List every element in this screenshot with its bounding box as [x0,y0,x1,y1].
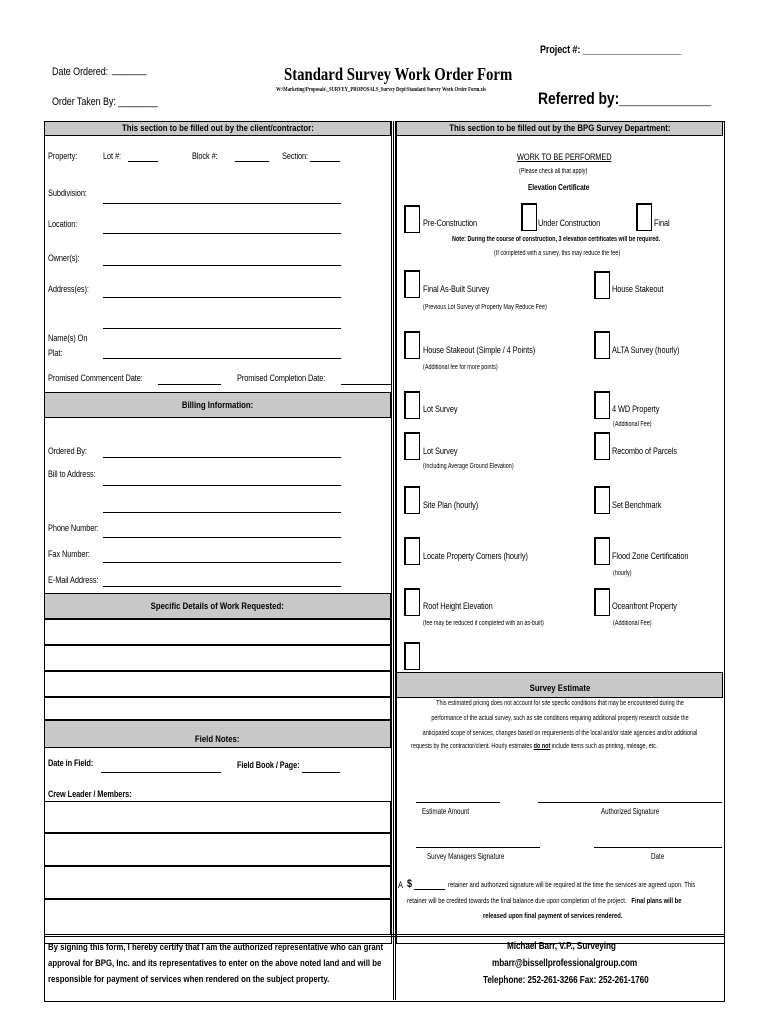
site-plan-checkbox[interactable] [404,486,420,514]
phone-label: Phone Number: [48,523,99,533]
completion-date-label: Promised Completion Date: [237,373,326,383]
contact-email[interactable]: mbarr@bissellprofessionalgroup.com [492,958,638,969]
details-row-4[interactable] [44,697,391,720]
elevation-certificate-title: Elevation Certificate [528,183,590,192]
house-stakeout-label: House Stakeout [612,284,664,294]
blank-checkbox[interactable] [404,642,420,670]
as-built-sub: (Previous Lot Survey of Property May Reduce Fee) [423,304,547,311]
flood-zone-sub: (hourly) [613,570,632,577]
date-in-field-label: Date in Field: [48,758,94,768]
owners-label: Owner(s): [48,253,80,263]
final-label: Final [654,218,670,228]
date-line[interactable] [594,847,722,848]
four-wd-checkbox[interactable] [594,391,610,419]
details-row-3[interactable] [44,671,391,697]
certification-text: By signing this form, I hereby certify that I am the authorized representative who can grant approval for BPG, Inc. and its representatives to enter on the above noted land and will be responsible for payment of services when rendered on the subject property. [48,942,384,985]
lot-label: Lot #: [103,151,121,161]
roof-height-checkbox[interactable] [404,588,420,616]
details-row-1[interactable] [44,619,391,645]
alta-checkbox[interactable] [594,331,610,359]
location-label: Location: [48,219,78,229]
crew-row-1[interactable] [44,801,391,833]
lot-survey-label: Lot Survey [423,404,458,414]
fax-field[interactable] [103,562,341,563]
managers-signature-line[interactable] [416,847,540,848]
bill-to-field-2[interactable] [103,512,341,513]
managers-signature-label: Survey Managers Signature [427,852,505,861]
section-label: Section: [282,151,309,161]
referred-by-label[interactable]: Referred by:____________ [538,89,712,108]
order-taken-by-label[interactable]: Order Taken By: ________ [52,96,158,108]
house-simple-checkbox[interactable] [404,331,420,359]
retainer-text-1: retainer and authorized signature will be required at the time the services are agreed upon. This [448,880,696,889]
field-book-label: Field Book / Page: [237,760,300,770]
pre-construction-label: Pre-Construction [423,218,478,228]
four-wd-label: 4 WD Property [612,404,660,414]
bill-to-label: Bill to Address: [48,469,96,479]
under-construction-checkbox[interactable] [521,203,537,231]
commence-date-field[interactable] [158,384,221,385]
block-field[interactable] [235,161,269,162]
block-label: Block #: [192,151,218,161]
estimate-amount-label: Estimate Amount [422,807,470,816]
authorized-signature-line[interactable] [538,802,722,803]
email-field[interactable] [103,586,341,587]
property-label: Property: [48,151,78,161]
oceanfront-label: Oceanfront Property [612,601,677,611]
date-ordered-blank[interactable]: _______ [112,64,147,76]
field-book-input[interactable] [302,772,340,773]
subdivision-field[interactable] [103,203,341,204]
benchmark-checkbox[interactable] [594,486,610,514]
recombo-checkbox[interactable] [594,432,610,460]
field-notes-header: Field Notes: [44,720,391,748]
fax-label: Fax Number: [48,549,90,559]
lot-survey-checkbox[interactable] [404,391,420,419]
retainer-dollar: $ [407,878,412,890]
as-built-checkbox[interactable] [404,270,420,298]
roof-height-sub: (fee may be reduced if completed with an as-built) [423,620,544,627]
house-stakeout-checkbox[interactable] [594,271,610,299]
roof-height-label: Roof Height Elevation [423,601,493,611]
oceanfront-checkbox[interactable] [594,588,610,616]
recombo-label: Recombo of Parcels [612,446,677,456]
plat-label: Plat: [48,348,63,358]
center-divider [393,121,396,1000]
estimate-text-4: requests by the contractor/client. Hourly estimates do not include items such as printing, mileage, etc. [411,743,658,750]
email-label: E-Mail Address: [48,575,99,585]
estimate-text-1: This estimated pricing does not account for site specific conditions that may be encountered during the [436,700,684,707]
names-on-plat-field[interactable] [103,358,341,359]
ordered-by-label: Ordered By: [48,446,87,456]
names-on-label: Name(s) On [48,333,88,343]
completion-date-field[interactable] [341,384,391,385]
location-field[interactable] [103,233,341,234]
billing-header: Billing Information: [44,392,391,418]
address-field-1[interactable] [103,297,341,298]
lot-survey-2-sub: (Including Average Ground Elevation) [423,463,514,470]
subdivision-label: Subdivision: [48,188,87,198]
owners-field[interactable] [103,265,341,266]
dept-section-frame [396,121,725,944]
bill-to-field-1[interactable] [103,485,341,486]
check-all-note: (Please check all that apply) [519,168,588,175]
estimate-amount-line[interactable] [416,802,500,803]
dept-section-header: This section to be filled out by the BPG Survey Department: [396,121,723,136]
estimate-text-2: performance of the actual survey, such as site conditions requiring additional property research outside the [431,715,689,722]
retainer-a: A [398,880,403,890]
oceanfront-sub: (Additional Fee) [613,620,652,627]
ordered-by-field[interactable] [103,457,341,458]
pre-construction-checkbox[interactable] [404,205,420,233]
phone-field[interactable] [103,537,341,538]
commence-date-label: Promised Commencent Date: [48,373,143,383]
house-simple-sub: (Additional fee for more points) [423,364,498,371]
four-wd-sub: (Additional Fee) [613,421,652,428]
address-field-2[interactable] [103,328,341,329]
retainer-amount-field[interactable] [414,889,445,890]
under-construction-label: Under Construction [538,218,601,228]
contact-name: Michael Barr, V.P., Surveying [507,941,616,952]
locate-corners-label: Locate Property Corners (hourly) [423,551,528,561]
authorized-signature-label: Authorized Signature [601,807,660,816]
lot-field[interactable] [128,161,158,162]
details-row-2[interactable] [44,645,391,671]
crew-row-2[interactable] [44,833,391,866]
house-simple-label: House Stakeout (Simple / 4 Points) [423,345,536,355]
date-label: Date [651,852,665,861]
retainer-text-2: retainer will be credited towards the final balance due upon completion of the project. Final plans will be [407,896,682,905]
survey-estimate-header: Survey Estimate [396,672,723,698]
locate-corners-checkbox[interactable] [404,537,420,565]
site-plan-label: Site Plan (hourly) [423,500,479,510]
retainer-text-3: released upon final payment of services rendered. [483,911,623,920]
crew-label: Crew Leader / Members: [48,789,132,799]
section-field[interactable] [310,161,340,162]
alta-label: ALTA Survey (hourly) [612,345,680,355]
lot-survey-2-checkbox[interactable] [404,432,420,460]
elevation-note-2: (If completed with a survey, this may reduce the fee) [494,250,621,257]
elevation-note: Note: During the course of construction, 3 elevation certificates will be required. [452,236,661,243]
flood-zone-label: Flood Zone Certification [612,551,689,561]
date-ordered-label: Date Ordered: [52,66,109,78]
project-number-label: Project #: ____________________ [540,44,682,56]
details-header: Specific Details of Work Requested: [44,593,391,619]
crew-row-3[interactable] [44,866,391,899]
lot-survey-2-label: Lot Survey [423,446,458,456]
benchmark-label: Set Benchmark [612,500,662,510]
final-checkbox[interactable] [636,203,652,231]
estimate-text-3: anticipated scope of services, changes based on requirements of the local and/or state agencies and/or additional [422,730,698,737]
flood-zone-checkbox[interactable] [594,537,610,565]
work-to-be-performed-title: WORK TO BE PERFORMED [517,152,612,162]
as-built-label: Final As-Built Survey [423,284,490,294]
crew-row-4[interactable] [44,899,391,935]
page-title: Standard Survey Work Order Form [284,64,513,84]
file-path: W:\Marketing\Proposals\_SURVEY_PROPOSALS_Survey Dept\Standard Survey Work Order Form.xls [276,87,486,93]
address-label: Address(es): [48,284,89,294]
client-section-header: This section to be filled out by the client/contractor: [44,121,391,136]
date-in-field-input[interactable] [101,772,221,773]
contact-phone: Telephone: 252-261-3266 Fax: 252-261-1760 [483,975,649,986]
